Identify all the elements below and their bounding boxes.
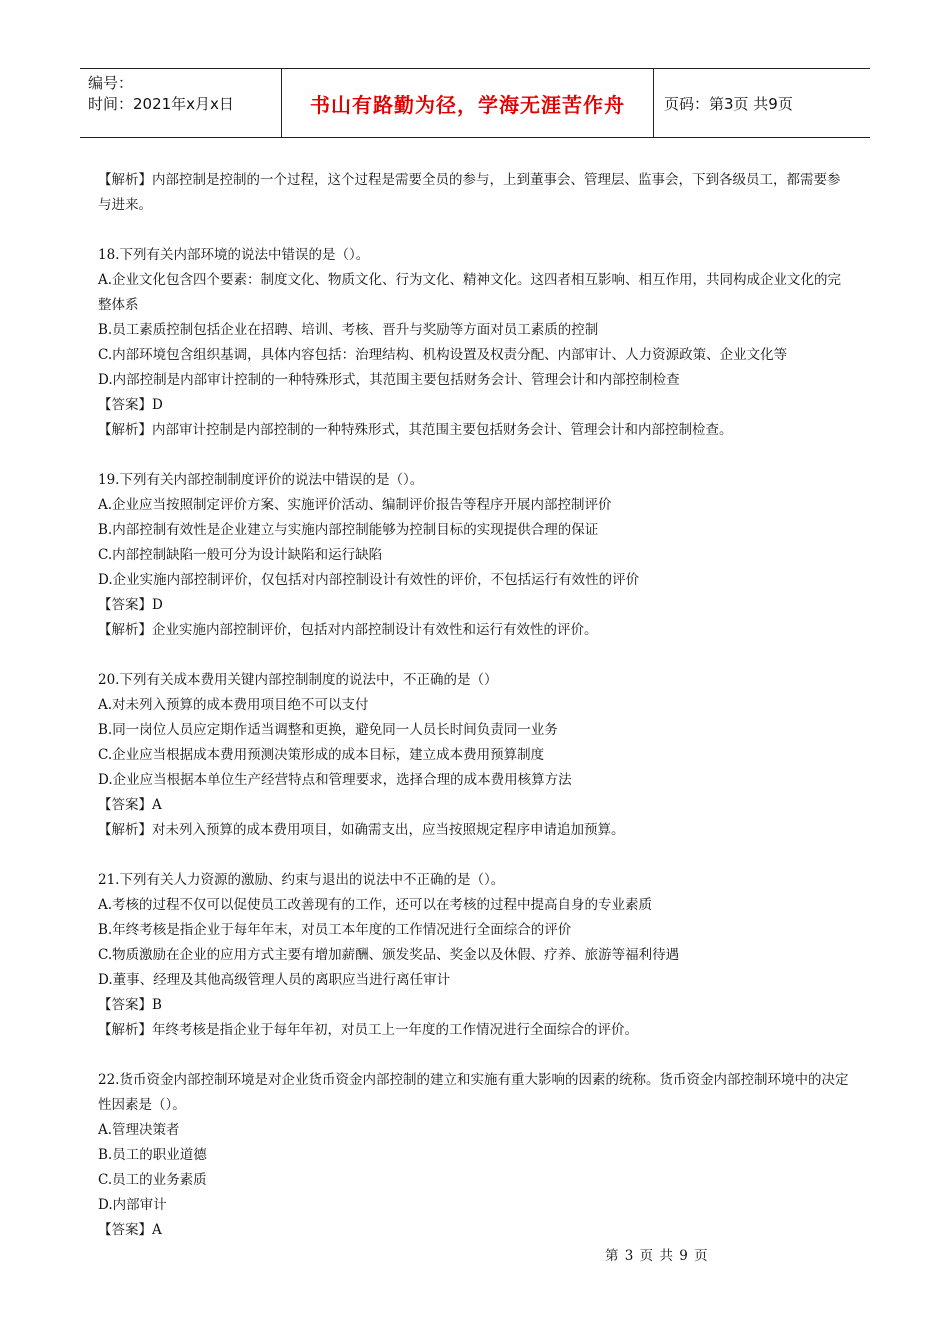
text-line: A.管理决策者: [98, 1122, 180, 1138]
text-line: D.企业实施内部控制评价，仅包括对内部控制设计有效性的评价，不包括运行有效性的评价: [98, 572, 640, 588]
header-page-info: 页码：第3页 共9页: [664, 94, 793, 113]
text-line: 【答案】D: [98, 597, 163, 613]
question-block: [98, 468, 850, 643]
text-line: 【答案】A: [98, 1222, 162, 1238]
text-line: A.考核的过程不仅可以促使员工改善现有的工作，还可以在考核的过程中提高自身的专业素质: [98, 897, 653, 913]
text-line: 【解析】企业实施内部控制评价，包括对内部控制设计有效性和运行有效性的评价。: [98, 622, 598, 638]
text-line: B.同一岗位人员应定期作适当调整和更换，避免同一人员长时间负责同一业务: [98, 722, 558, 738]
question-block: [98, 243, 850, 443]
text-line: 【解析】内部控制是控制的一个过程，这个过程是需要全员的参与，上到董事会、管理层、监事会，下到各级员工，都需要参与进来。: [98, 172, 841, 213]
text-line: C.物质激励在企业的应用方式主要有增加薪酬、颁发奖品、奖金以及休假、疗养、旅游等福利待遇: [98, 947, 680, 963]
text-line: 【解析】内部审计控制是内部控制的一种特殊形式，其范围主要包括财务会计、管理会计和内部控制检查。: [98, 422, 733, 438]
text-line: B.年终考核是指企业于每年年末，对员工本年度的工作情况进行全面综合的评价: [98, 922, 572, 938]
text-line: 18.下列有关内部环境的说法中错误的是（）。: [98, 247, 370, 263]
text-line: 【答案】D: [98, 397, 163, 413]
text-line: 【答案】B: [98, 997, 162, 1013]
text-line: B.员工的职业道德: [98, 1147, 207, 1163]
text-line: C.企业应当根据成本费用预测决策形成的成本目标，建立成本费用预算制度: [98, 747, 545, 763]
text-line: C.内部控制缺陷一般可分为设计缺陷和运行缺陷: [98, 547, 383, 563]
text-line: 【答案】A: [98, 797, 162, 813]
text-line: 【解析】年终考核是指企业于每年年初，对员工上一年度的工作情况进行全面综合的评价。: [98, 1022, 638, 1038]
text-line: D.内部控制是内部审计控制的一种特殊形式，其范围主要包括财务会计、管理会计和内部控制检查: [98, 372, 680, 388]
question-block: [98, 668, 850, 843]
page-header: [80, 68, 870, 138]
document-body: [98, 168, 850, 1268]
question-block: [98, 1068, 850, 1243]
header-meta: [80, 69, 282, 137]
text-line: B.员工素质控制包括企业在招聘、培训、考核、晋升与奖励等方面对员工素质的控制: [98, 322, 599, 338]
text-line: B.内部控制有效性是企业建立与实施内部控制能够为控制目标的实现提供合理的保证: [98, 522, 599, 538]
text-line: A.企业应当按照制定评价方案、实施评价活动、编制评价报告等程序开展内部控制评价: [98, 497, 612, 513]
text-line: A.对未列入预算的成本费用项目绝不可以支付: [98, 697, 369, 713]
text-line: 22.货币资金内部控制环境是对企业货币资金内部控制的建立和实施有重大影响的因素的统称。货币资金内部控制环境中的决定性因素是（）。: [98, 1072, 849, 1113]
header-date-label: 时间：2021年x月x日: [88, 95, 234, 113]
text-line: 21.下列有关人力资源的激励、约束与退出的说法中不正确的是（）。: [98, 872, 505, 888]
text-line: C.员工的业务素质: [98, 1172, 207, 1188]
text-line: 【解析】对未列入预算的成本费用项目，如确需支出，应当按照规定程序申请追加预算。: [98, 822, 625, 838]
text-line: 19.下列有关内部控制制度评价的说法中错误的是（）。: [98, 472, 424, 488]
text-line: C.内部环境包含组织基调，具体内容包括：治理结构、机构设置及权责分配、内部审计、人力资源政策、企业文化等: [98, 347, 788, 363]
question-block: [98, 168, 850, 218]
text-line: D.董事、经理及其他高级管理人员的离职应当进行离任审计: [98, 972, 451, 988]
text-line: 20.下列有关成本费用关键内部控制制度的说法中，不正确的是（）: [98, 672, 498, 688]
header-code-label: 编号：: [88, 74, 134, 92]
question-block: [98, 868, 850, 1043]
page-footer: 第 3 页 共 9 页: [605, 1248, 709, 1264]
header-motto: 书山有路勤为径，学海无涯苦作舟: [282, 69, 654, 137]
text-line: D.内部审计: [98, 1197, 167, 1213]
text-line: D.企业应当根据本单位生产经营特点和管理要求，选择合理的成本费用核算方法: [98, 772, 572, 788]
text-line: A.企业文化包含四个要素：制度文化、物质文化、行为文化、精神文化。这四者相互影响、相互作用，共同构成企业文化的完整体系: [98, 272, 842, 313]
